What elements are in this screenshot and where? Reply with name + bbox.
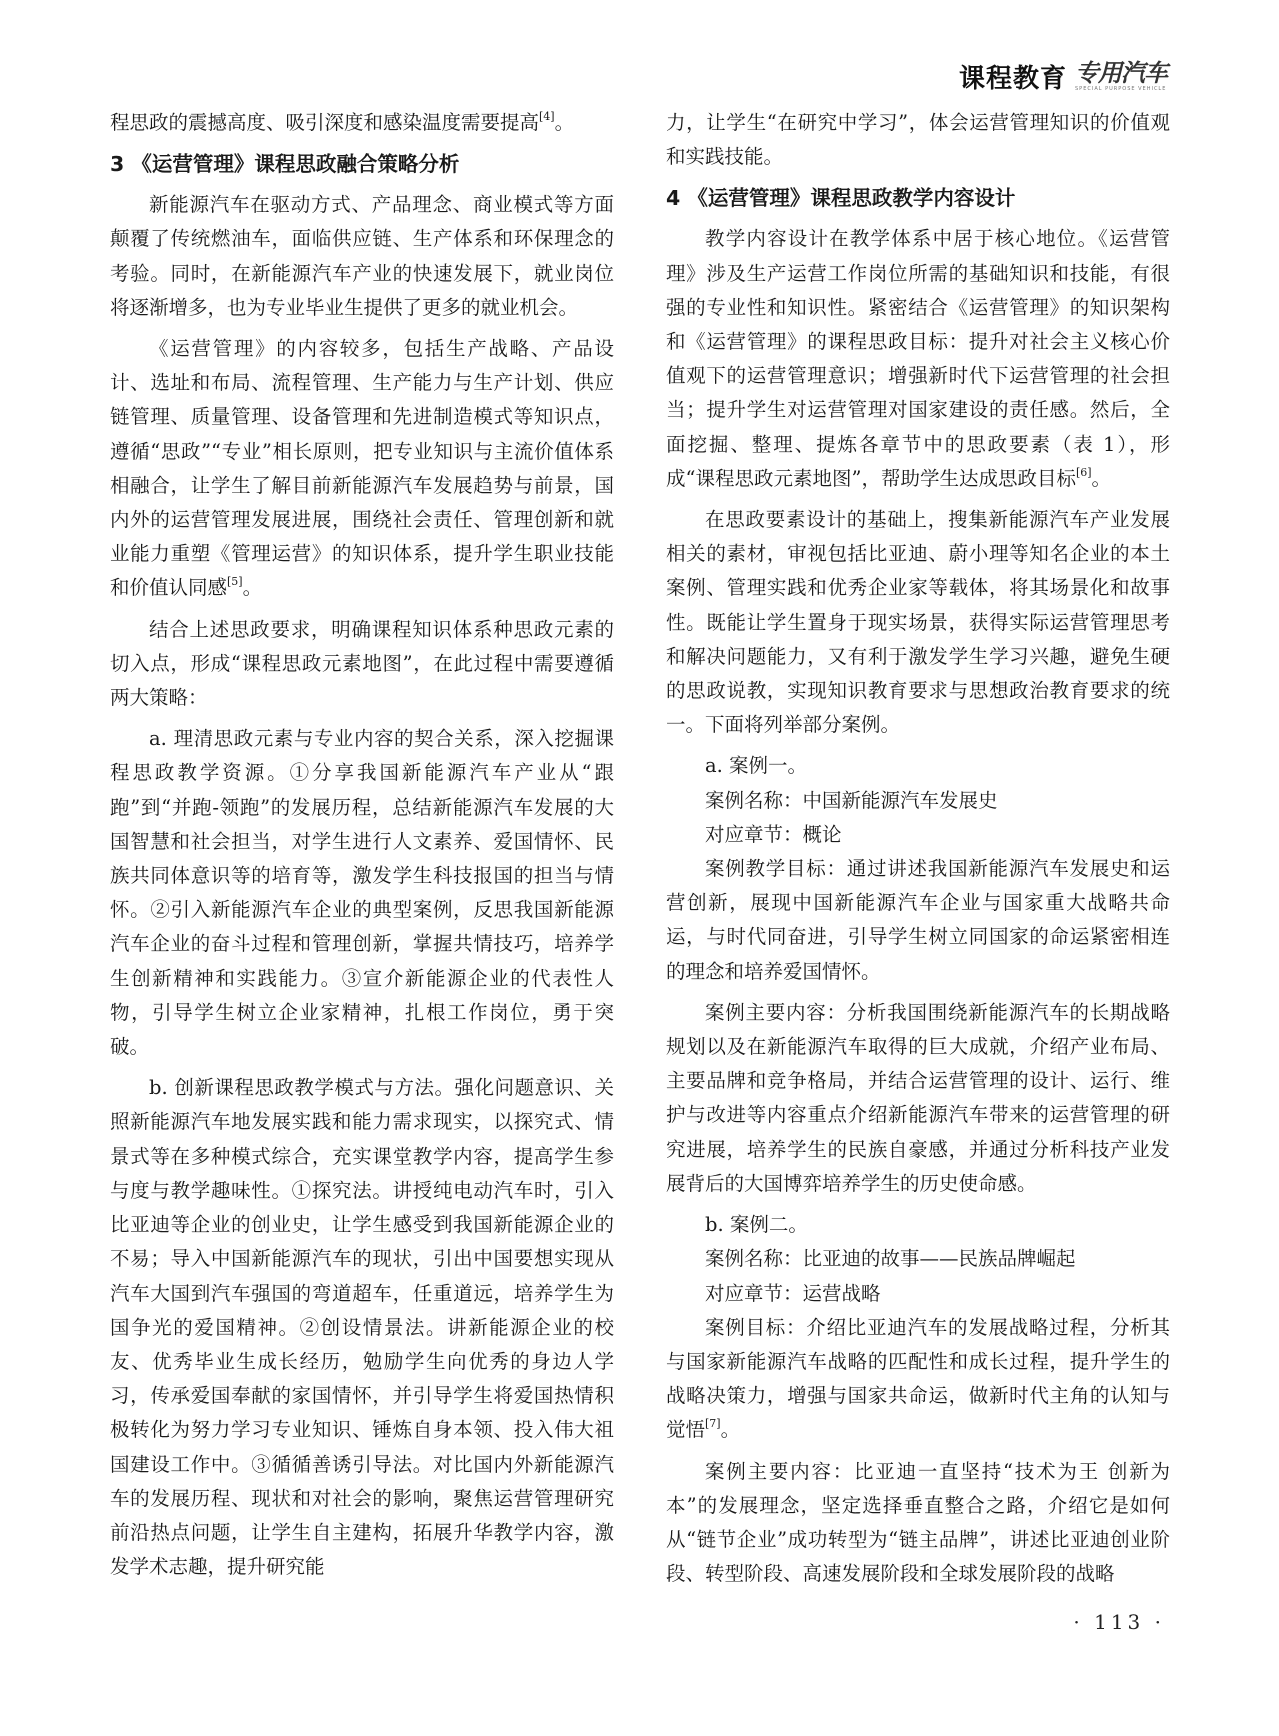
paragraph-text: 案例主要内容：比亚迪一直坚持“技术为王 创新为本”的发展理念，坚定选择垂直整合之路，介绍它是如何从“链节企业”成功转型为“链主品牌”，讲述比亚迪创业阶段、转型阶段、高速发展阶段和全球发展阶段的战略 bbox=[666, 1459, 1170, 1586]
paragraph-text: 案例主要内容：分析我国围绕新能源汽车的长期战略规划以及在新能源汽车取得的巨大成就，介绍产业布局、主要品牌和竞争格局，并结合运营管理的设计、运行、维护与改进等内容重点介绍新能源汽车带来的运营管理的研究进展，培养学生的民族自豪感，并通过分析科技产业发展背后的大国博弈培养学生的历史使命感。 bbox=[666, 1000, 1170, 1195]
left-column bbox=[110, 106, 614, 1591]
paragraph-text: 案例教学目标：通过讲述我国新能源汽车发展史和运营创新，展现中国新能源汽车企业与国家重大战略共命运，与时代同奋进，引导学生树立同国家的命运紧密相连的理念和培养爱国情怀。 bbox=[666, 857, 1170, 983]
body-paragraph bbox=[110, 722, 614, 1064]
body-paragraph bbox=[110, 613, 614, 716]
body-paragraph bbox=[110, 332, 614, 606]
body-paragraph bbox=[110, 188, 614, 325]
body-paragraph bbox=[666, 852, 1170, 989]
paragraph-text: 程思政的震撼高度、吸引深度和感染温度需要提高 bbox=[110, 111, 540, 134]
journal-logo bbox=[1075, 61, 1167, 92]
paragraph-text: 在思政要素设计的基础上，搜集新能源汽车产业发展相关的素材，审视包括比亚迪、蔚小理等知名企业的本土案例、管理实践和优秀企业家等载体，将其场景化和故事性。既能让学生置身于现实场景，获得实际运营管理思考和解决问题能力，又有利于激发学生学习兴趣，避免生硬的思政说教，实现知识教育要求与思想政治教育要求的统一。下面将列举部分案例。 bbox=[666, 508, 1170, 737]
paragraph-text: 案例目标：介绍比亚迪汽车的发展战略过程，分析其与国家新能源汽车战略的匹配性和成长过程，提升学生的战略决策力，增强与国家共命运，做新时代主角的认知与觉悟 bbox=[666, 1315, 1170, 1442]
paragraph-tail: 。 bbox=[242, 576, 263, 600]
running-header bbox=[959, 58, 1167, 95]
paragraph-text: a. 案例一。 bbox=[705, 754, 808, 778]
paragraph-text: 案例名称：比亚迪的故事——民族品牌崛起 bbox=[705, 1247, 1076, 1271]
body-paragraph bbox=[666, 1277, 1170, 1311]
body-paragraph bbox=[666, 1242, 1170, 1276]
paragraph-text: a. 理清思政元素与专业内容的契合关系，深入挖掘课程思政教学资源。①分享我国新能源汽车产业从“跟跑”到“并跑-领跑”的发展历程，总结新能源汽车发展的大国智慧和社会担当，对学生进行人文素养、爱国情怀、民族共同体意识等的培育等，激发学生科技报国的担当与情怀。②引入新能源汽车企业的典型案例，反思我国新能源汽车企业的奋斗过程和管理创新，掌握共情技巧，培养学生创新精神和实践能力。③宣介新能源企业的代表性人物，引导学生树立企业家精神，扎根工作岗位，勇于突破。 bbox=[110, 727, 614, 1059]
journal-logo-subtitle: SPECIAL PURPOSE VEHICLE bbox=[1075, 86, 1167, 92]
paragraph-text: 新能源汽车在驱动方式、产品理念、商业模式等方面颠覆了传统燃油车，面临供应链、生产体系和环保理念的考验。同时，在新能源汽车产业的快速发展下，就业岗位将逐渐增多，也为专业毕业生提供了更多的就业机会。 bbox=[110, 193, 614, 319]
body-paragraph bbox=[666, 996, 1170, 1201]
paragraph-text: b. 创新课程思政教学模式与方法。强化问题意识、关照新能源汽车地发展实践和能力需求现实，以探究式、情景式等在多种模式综合，充实课堂教学内容，提高学生参与度与教学趣味性。①探究法。讲授纯电动汽车时，引入比亚迪等企业的创业史，让学生感受到我国新能源企业的不易；导入中国新能源汽车的现状，引出中国要想实现从汽车大国到汽车强国的弯道超车，任重道远，培养学生为国争光的爱国精神。②创设情景法。讲新能源企业的校友、优秀毕业生成长经历，勉励学生向优秀的身边人学习，传承爱国奉献的家国情怀，并引导学生将爱国热情积极转化为努力学习专业知识、锤炼自身本领、投入伟大祖国建设工作中。③循循善诱引导法。对比国内外新能源汽车的发展历程、现状和对社会的影响，聚焦运营管理研究前沿热点问题，让学生自主建构，拓展升华教学内容，激发学术志趣，提升研究能 bbox=[110, 1076, 614, 1579]
body-paragraph bbox=[666, 503, 1170, 742]
section-heading: 3 《运营管理》课程思政融合策略分析 bbox=[110, 152, 460, 177]
paragraph-text: 《运营管理》的内容较多，包括生产战略、产品设计、选址和布局、流程管理、生产能力与生产计划、供应链管理、质量管理、设备管理和先进制造模式等知识点，遵循“思政”“专业”相长原则，把专业知识与主流价值体系相融合，让学生了解目前新能源汽车发展趋势与前景，国内外的运营管理发展进展，围绕社会责任、管理创新和就业能力重塑《管理运营》的知识体系，提升学生职业技能和价值认同感 bbox=[110, 337, 614, 600]
paragraph-text: 结合上述思政要求，明确课程知识体系种思政元素的切入点，形成“课程思政元素地图”，在此过程中需要遵循两大策略： bbox=[110, 617, 614, 710]
citation-ref: [7] bbox=[705, 1417, 721, 1431]
paragraph-text: 教学内容设计在教学体系中居于核心地位。《运营管理》涉及生产运营工作岗位所需的基础知识和技能，有很强的专业性和知识性。紧密结合《运营管理》的知识架构和《运营管理》的课程思政目标：提升对社会主义核心价值观下的运营管理意识；增强新时代下运营管理的社会担当；提升学生对运营管理对国家建设的责任感。然后，全面挖掘、整理、提炼各章节中的思政要素（表 1），形成“课程思政元素地图”，帮助学生达成思政目标 bbox=[666, 227, 1170, 490]
citation-ref: [6] bbox=[1075, 465, 1092, 479]
body-paragraph bbox=[666, 106, 1170, 174]
paragraph-text: 对应章节：概论 bbox=[705, 822, 842, 846]
paragraph-text: b. 案例二。 bbox=[705, 1213, 808, 1237]
section-heading: 4 《运营管理》课程思政教学内容设计 bbox=[666, 186, 1016, 211]
body-paragraph bbox=[666, 1208, 1170, 1242]
page-number: · 113 · bbox=[1073, 1610, 1165, 1634]
right-column bbox=[666, 106, 1170, 1598]
body-paragraph bbox=[666, 818, 1170, 852]
body-paragraph bbox=[110, 106, 614, 140]
citation-ref: [5] bbox=[227, 575, 243, 589]
paragraph-text: 力，让学生“在研究中学习”，体会运营管理知识的价值观和实践技能。 bbox=[666, 111, 1170, 169]
journal-logo-text: 专用汽车 bbox=[1075, 59, 1167, 87]
paragraph-text: 对应章节：运营战略 bbox=[705, 1281, 881, 1305]
paragraph-tail: 。 bbox=[720, 1418, 741, 1442]
body-paragraph bbox=[666, 222, 1170, 496]
paragraph-text: 案例名称：中国新能源汽车发展史 bbox=[705, 788, 998, 812]
citation-ref: [4] bbox=[539, 110, 555, 123]
body-paragraph bbox=[666, 784, 1170, 818]
paragraph-tail: 。 bbox=[554, 111, 575, 134]
body-paragraph bbox=[666, 1311, 1170, 1448]
body-paragraph bbox=[110, 1071, 614, 1584]
body-paragraph bbox=[666, 749, 1170, 783]
body-paragraph bbox=[666, 1455, 1170, 1592]
paragraph-tail: 。 bbox=[1091, 466, 1112, 490]
section-title: 课程教育 bbox=[958, 64, 1067, 94]
